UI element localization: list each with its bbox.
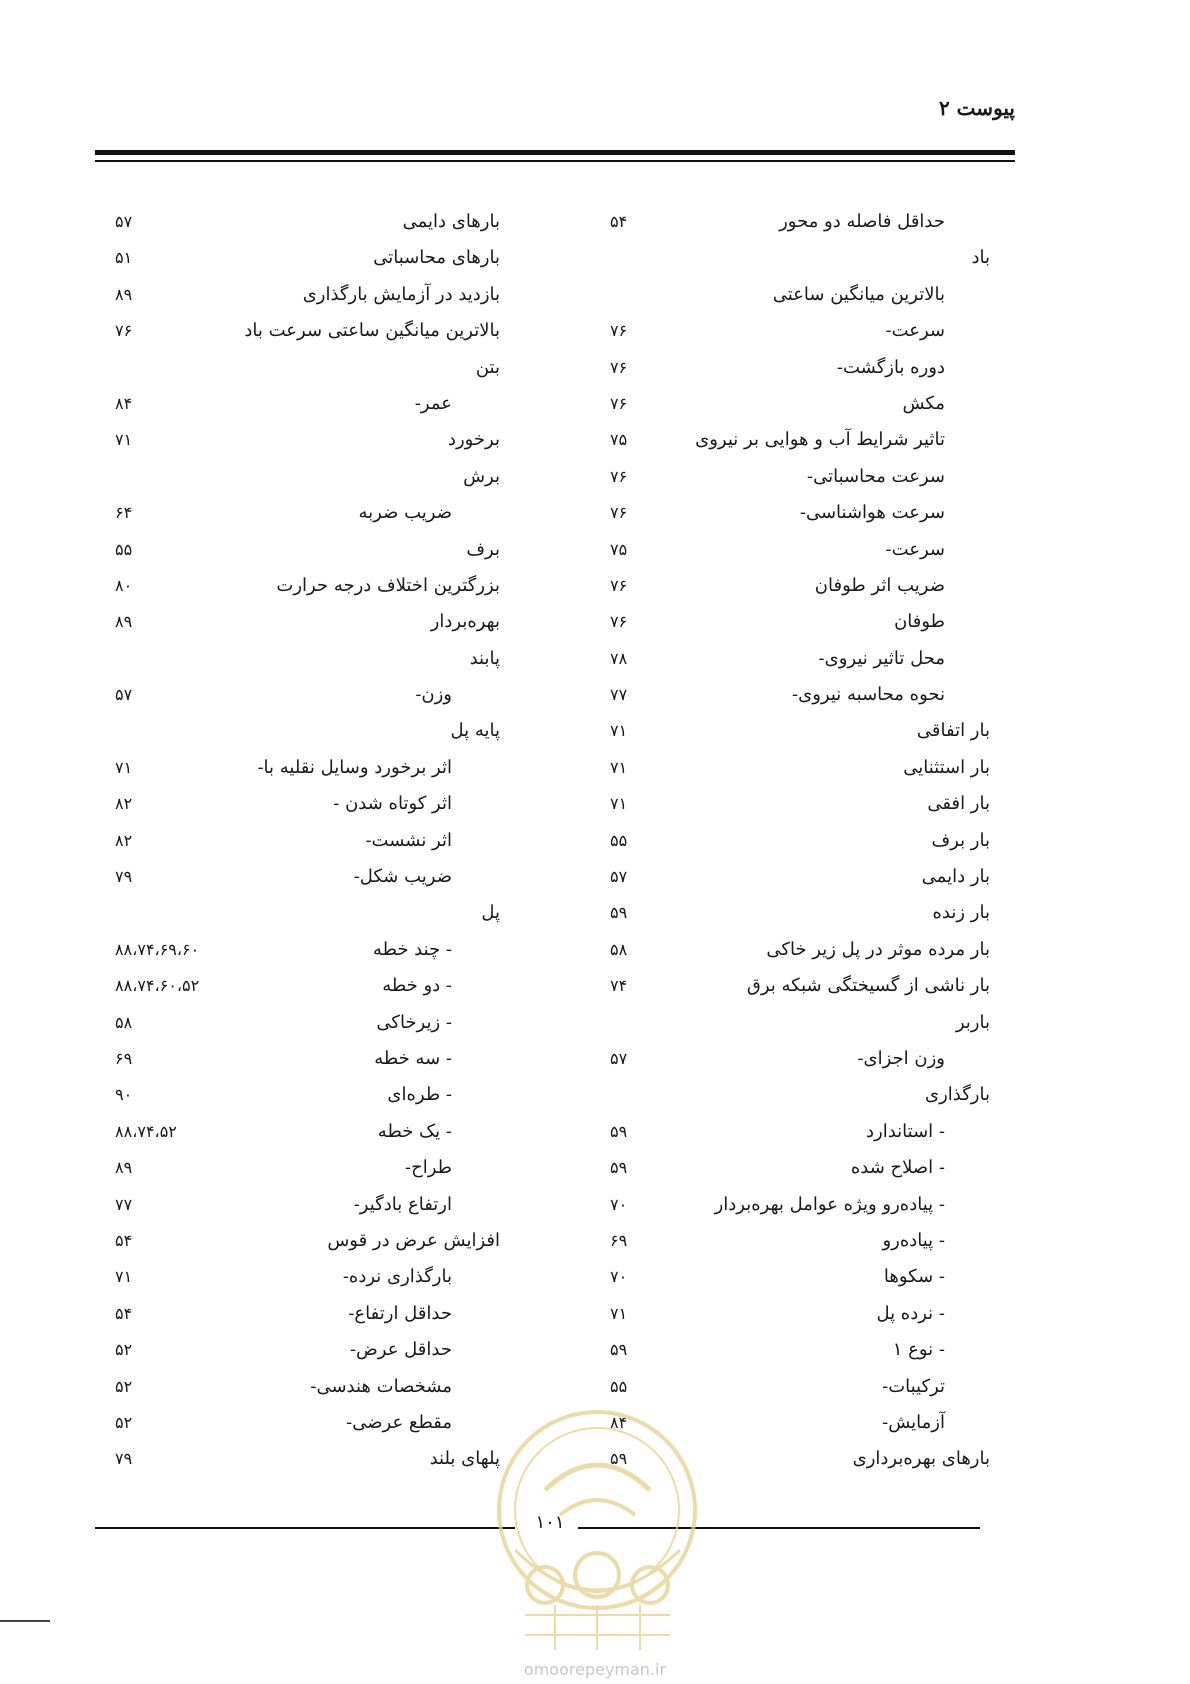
- index-term: اثر برخورد وسایل نقلیه با-: [257, 756, 452, 778]
- index-term: ضریب ضربه: [358, 502, 452, 524]
- index-term: بارهای دایمی: [402, 211, 500, 232]
- index-page-ref: ۶۹: [115, 1048, 133, 1068]
- index-term: طوفان: [894, 611, 945, 633]
- index-page-ref: ۷۶: [115, 321, 133, 341]
- index-entry: [115, 1150, 500, 1186]
- index-entry: [610, 495, 990, 531]
- index-entry: [610, 204, 990, 240]
- index-page-ref: ۵۹: [610, 1121, 628, 1141]
- index-page-ref: ۸۹: [115, 612, 133, 632]
- index-entry: [610, 823, 990, 859]
- index-term: بار برف: [931, 829, 990, 851]
- index-term: سرعت هواشناسی-: [799, 502, 945, 524]
- seal-stamp-icon: [485, 1400, 710, 1660]
- index-term: اثر کوتاه شدن -: [333, 793, 452, 815]
- index-entry: [610, 1187, 990, 1223]
- index-entry: [610, 932, 990, 968]
- watermark-text: omoorepeyman.ir: [523, 1660, 667, 1679]
- index-term: حداقل فاصله دو محور: [779, 211, 945, 232]
- index-term: سرعت-: [885, 320, 945, 342]
- index-term: بار ناشی از گسیختگی شبکه برق: [746, 975, 990, 997]
- index-page-ref: ۵۵: [115, 539, 133, 559]
- index-page-ref: ۵۱: [115, 248, 133, 268]
- index-page-ref: ۷۴: [610, 976, 628, 996]
- index-page-ref: ۷۸: [610, 648, 628, 668]
- index-entry: [610, 350, 990, 386]
- index-term: طراح-: [405, 1157, 452, 1179]
- index-term: باربر: [955, 1011, 990, 1033]
- index-term: محل تاثیر نیروی-: [818, 647, 945, 669]
- index-page-ref: ۵۸: [115, 1012, 133, 1032]
- index-page-ref: ۵۵: [610, 1376, 628, 1396]
- index-term: بهره‌بردار: [430, 611, 500, 633]
- index-page-ref: ۸۲: [115, 830, 133, 850]
- index-term: باد: [971, 247, 990, 269]
- index-term: - نوع ۱: [892, 1339, 945, 1361]
- index-entry: [610, 1005, 990, 1041]
- index-term: بارگذاری: [925, 1084, 990, 1106]
- index-term: حداقل ارتفاع-: [348, 1302, 452, 1324]
- index-page-ref: ۷۵: [610, 539, 628, 559]
- index-page-ref: ۵۷: [115, 685, 133, 705]
- index-page-ref: ۵۹: [610, 1449, 628, 1469]
- index-entry: [115, 641, 500, 677]
- index-term: - استاندارد: [866, 1120, 945, 1142]
- index-term: بارهای بهره‌برداری: [852, 1448, 990, 1470]
- index-term: پابند: [469, 647, 500, 669]
- index-term: عمر-: [414, 392, 452, 414]
- index-term: برخورد: [447, 429, 500, 451]
- index-entry: [610, 1259, 990, 1295]
- index-term: - پیاده‌رو ویژه عوامل بهره‌بردار: [714, 1193, 945, 1215]
- index-page-ref: ۷۰: [610, 1194, 628, 1214]
- index-term: سرعت محاسباتی-: [807, 465, 945, 487]
- index-page-ref: ۵۹: [610, 1340, 628, 1360]
- index-entry: [610, 1223, 990, 1259]
- index-page-ref: ۵۴: [610, 212, 628, 231]
- index-term: حداقل عرض-: [349, 1339, 452, 1361]
- index-entry: [610, 532, 990, 568]
- index-term: بازدید در آزمایش بارگذاری: [302, 283, 500, 305]
- index-entry: [115, 532, 500, 568]
- index-entry: [610, 750, 990, 786]
- index-entry: [115, 1369, 500, 1405]
- index-term: ضریب شکل-: [353, 866, 452, 888]
- index-page-ref: ۵۲: [115, 1376, 133, 1396]
- index-term: بارگذاری نرده-: [342, 1266, 452, 1288]
- index-entry: [610, 604, 990, 640]
- index-term: - دو خطه: [382, 975, 452, 997]
- index-term: تاثیر شرایط آب و هوایی بر نیروی: [695, 429, 945, 451]
- index-page-ref: ۷۷: [115, 1194, 133, 1214]
- index-entry: [115, 1077, 500, 1113]
- index-term: وزن-: [415, 684, 452, 706]
- index-entry: [115, 1187, 500, 1223]
- index-page-ref: ۵۷: [610, 867, 628, 887]
- index-entry: [115, 350, 500, 386]
- index-entry: [610, 968, 990, 1004]
- index-page-ref: ۷۵: [610, 430, 628, 450]
- index-entry: [115, 713, 500, 749]
- index-entry: [115, 677, 500, 713]
- index-term: پایه پل: [450, 720, 500, 742]
- index-term: بارهای محاسباتی: [373, 247, 500, 269]
- index-term: دوره بازگشت-: [836, 356, 945, 378]
- index-page-ref: ۸۸،۷۴،۶۰،۵۲: [115, 976, 200, 996]
- index-entry: [115, 313, 500, 349]
- index-term: - سکوها: [883, 1266, 945, 1288]
- index-term: وزن اجزای-: [857, 1047, 945, 1069]
- index-page-ref: ۵۸: [610, 939, 628, 959]
- index-page-ref: ۷۶: [610, 466, 628, 486]
- index-entry: [610, 677, 990, 713]
- index-entry: [115, 1259, 500, 1295]
- index-page-ref: ۷۶: [610, 612, 628, 632]
- index-page-ref: ۵۴: [115, 1230, 133, 1250]
- index-term: بار استثنایی: [903, 756, 990, 778]
- index-entry: [610, 1077, 990, 1113]
- index-page-ref: ۶۹: [610, 1230, 628, 1250]
- index-page-ref: ۵۹: [610, 1158, 628, 1178]
- index-entry: [115, 386, 500, 422]
- index-term: ترکیبات-: [882, 1375, 945, 1397]
- index-page-ref: ۵۷: [610, 1048, 628, 1068]
- index-entry: [115, 459, 500, 495]
- index-entry: [610, 1296, 990, 1332]
- index-entry: [115, 604, 500, 640]
- index-entry: [610, 313, 990, 349]
- index-term: ضریب اثر طوفان: [814, 574, 945, 596]
- index-page-ref: ۷۱: [115, 757, 133, 777]
- index-page-ref: ۷۱: [115, 430, 133, 450]
- index-entry: [610, 422, 990, 458]
- index-page-ref: ۷۶: [610, 575, 628, 595]
- index-page-ref: ۷۹: [115, 867, 133, 887]
- index-term: بار افقی: [927, 793, 990, 815]
- index-page-ref: ۸۸،۷۴،۶۹،۶۰: [115, 939, 200, 959]
- index-page-ref: ۸۹: [115, 284, 133, 304]
- index-entry: [115, 495, 500, 531]
- index-entry: [610, 459, 990, 495]
- index-entry: [115, 786, 500, 822]
- index-entry: [115, 240, 500, 276]
- index-entry: [610, 895, 990, 931]
- index-page-ref: ۷۶: [610, 503, 628, 523]
- index-page-ref: ۸۴: [115, 393, 133, 413]
- index-term: بتن: [475, 356, 500, 378]
- index-page-ref: ۸۲: [115, 794, 133, 814]
- index-entry: [610, 1332, 990, 1368]
- index-entry: [610, 240, 990, 276]
- index-entry: [115, 859, 500, 895]
- index-term: - پیاده‌رو: [882, 1229, 945, 1251]
- index-entry: [115, 1332, 500, 1368]
- index-column-left: [115, 204, 500, 1494]
- footer-rule-left: [95, 1527, 515, 1529]
- index-page-ref: ۵۹: [610, 903, 628, 923]
- index-entry: [115, 1114, 500, 1150]
- index-term: مکش: [902, 392, 945, 414]
- index-page-ref: ۷۶: [610, 357, 628, 377]
- index-term: - چند خطه: [372, 938, 452, 960]
- index-term: پل: [481, 902, 500, 924]
- index-page-ref: ۷۷: [610, 685, 628, 705]
- index-entry: [115, 1441, 500, 1477]
- index-entry: [115, 1041, 500, 1077]
- index-entry: [610, 1150, 990, 1186]
- index-entry: [115, 1223, 500, 1259]
- index-entry: [610, 641, 990, 677]
- index-entry: [115, 1296, 500, 1332]
- index-term: - زیرخاکی: [376, 1011, 452, 1033]
- index-term: افزایش عرض در قوس: [327, 1229, 500, 1251]
- index-entry: [115, 750, 500, 786]
- index-entry: [610, 786, 990, 822]
- index-term: آزمایش-: [882, 1411, 945, 1433]
- index-entry: [115, 932, 500, 968]
- index-entry: [610, 386, 990, 422]
- index-page-ref: ۷۱: [115, 1267, 133, 1287]
- index-entry: [115, 823, 500, 859]
- index-term: برش: [463, 465, 500, 487]
- index-entry: [115, 1005, 500, 1041]
- index-entry: [610, 713, 990, 749]
- index-page-ref: ۵۲: [115, 1340, 133, 1360]
- index-page-ref: ۹۰: [115, 1085, 133, 1105]
- index-entry: [610, 1114, 990, 1150]
- index-term: بالاترین میانگین ساعتی سرعت باد: [244, 320, 500, 342]
- index-entry: [115, 204, 500, 240]
- index-term: ارتفاع بادگیر-: [353, 1193, 452, 1215]
- index-term: بزرگترین اختلاف درجه حرارت: [276, 574, 500, 596]
- index-page-ref: ۷۶: [610, 321, 628, 341]
- index-term: بار زنده: [932, 902, 990, 924]
- index-term: بار دایمی: [921, 866, 990, 888]
- index-term: اثر نشست-: [365, 829, 452, 851]
- index-term: بار مرده موثر در پل زیر خاکی: [766, 938, 990, 960]
- index-term: - یک خطه: [377, 1120, 452, 1142]
- index-entry: [115, 277, 500, 313]
- index-column-right: [610, 204, 990, 1494]
- index-term: - اصلاح شده: [850, 1157, 945, 1179]
- index-entry: [115, 1405, 500, 1441]
- index-page-ref: ۸۹: [115, 1158, 133, 1178]
- index-page-ref: ۵۲: [115, 1412, 133, 1432]
- scan-edge-mark: [0, 1620, 50, 1622]
- index-page-ref: ۵۷: [115, 212, 133, 231]
- page-header: [95, 96, 1015, 126]
- index-page-ref: ۷۱: [610, 721, 628, 741]
- index-term: - طره‌ای: [387, 1084, 452, 1106]
- index-entry: [115, 968, 500, 1004]
- index-entry: [115, 422, 500, 458]
- index-term: بالاترین میانگین ساعتی: [772, 283, 945, 305]
- index-page-ref: ۷۱: [610, 1303, 628, 1323]
- index-page-ref: ۷۹: [115, 1449, 133, 1469]
- index-term: بار اتفاقی: [916, 720, 990, 742]
- index-page-ref: ۸۰: [115, 575, 133, 595]
- index-entry: [115, 895, 500, 931]
- index-term: برف: [466, 538, 500, 560]
- index-entry: [610, 859, 990, 895]
- header-rule-thick: [95, 150, 1015, 155]
- index-entry: [610, 277, 990, 313]
- index-term: مشخصات هندسی-: [310, 1375, 452, 1397]
- index-entry: [115, 568, 500, 604]
- page-number: ۱۰۱: [535, 1512, 565, 1533]
- index-entry: [610, 568, 990, 604]
- page-title: پیوست ۲: [938, 96, 1015, 120]
- index-term: سرعت-: [885, 538, 945, 560]
- index-page-ref: ۷۶: [610, 393, 628, 413]
- index-term: پلهای بلند: [429, 1448, 500, 1470]
- index-term: مقطع عرضی-: [346, 1411, 452, 1433]
- index-page-ref: ۷۰: [610, 1267, 628, 1287]
- index-page-ref: ۷۱: [610, 794, 628, 814]
- index-entry: [610, 1041, 990, 1077]
- index-term: نحوه محاسبه نیروی-: [792, 684, 945, 706]
- header-rule-thin: [95, 160, 1015, 162]
- index-term: - سه خطه: [374, 1047, 452, 1069]
- index-page-ref: ۵۴: [115, 1303, 133, 1323]
- index-page-ref: ۵۵: [610, 830, 628, 850]
- index-term: - نرده پل: [876, 1302, 945, 1324]
- index-page-ref: ۸۸،۷۴،۵۲: [115, 1121, 177, 1141]
- index-page-ref: ۶۴: [115, 503, 133, 523]
- index-page-ref: ۸۴: [610, 1412, 628, 1432]
- index-page-ref: ۷۱: [610, 757, 628, 777]
